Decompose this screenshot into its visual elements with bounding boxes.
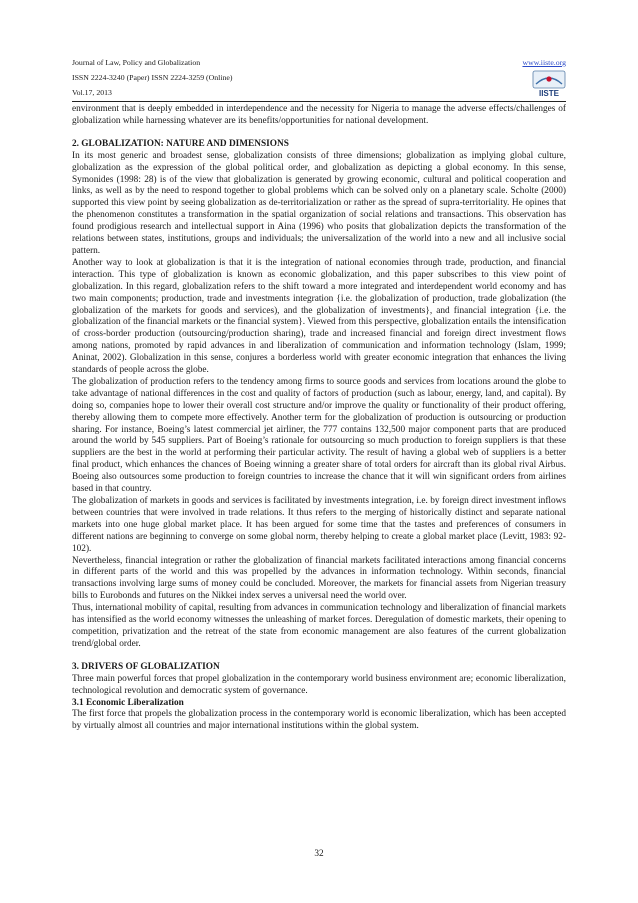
body-paragraph: The globalization of markets in goods and services is facilitated by investments integration, i.e. by foreign direct investment inflows between countries that were involved in trade relations. It thus refers to the merging of historically distinct and separate national markets into one huge global market place. It has been argued for some time that the tastes and preferences of consumers in different nations are beginning to converge on some global norm, thereby helping to create a global market place (Levitt, 1983: 92- 102).: [72, 496, 566, 554]
journal-issn: ISSN 2224-3240 (Paper) ISSN 2224-3259 (Online): [72, 73, 233, 82]
journal-title: Journal of Law, Policy and Globalization: [72, 58, 201, 67]
body-paragraph: Three main powerful forces that propel globalization in the contemporary world business environment are; economic liberalization, technological revolution and democratic system of governance.: [72, 673, 566, 696]
svg-text:IISTE: IISTE: [538, 89, 560, 98]
body-paragraph: In its most generic and broadest sense, globalization consists of three dimensions; globalization as implying global culture, globalization as the expression of the global political order, and globalization as depicting a global economy. In this sense, Symonides (1998: 28) is of the view that globalization is generated by growing economic, cultural and political cooperation and links, as well as by the need to respond together to global problems which can be solved only on a planetary scale. Scholte (2000) supported this view point by seeing globalization as de-territorialization or rather as the spread of supra-territoriality. He opines that the phenomenon constitutes a transformation in the spatial organization of social relations and transactions. This observation has found prodigious research and intellectual support in Aina (1996) who posits that globalization depicts the transformation of the relations between states, institutions, groups and individuals; the universalization of the world into a new and all inclusive social pattern.: [72, 150, 566, 256]
iiste-logo: [532, 70, 566, 98]
body-paragraph: The first force that propels the globalization process in the contemporary world is economic liberalization, which has been accepted by virtually almost all countries and major international institutions within the global system.: [72, 709, 566, 732]
intro-paragraph: environment that is deeply embedded in interdependence and the necessity for Nigeria to manage the adverse effects/challenges of globalization while harnessing whatever are its benefits/opportunities for national development.: [72, 104, 566, 126]
page-number: 32: [314, 849, 324, 859]
subsection-3-1-heading: 3.1 Economic Liberalization: [72, 697, 184, 708]
journal-url-link[interactable]: www.iiste.org: [522, 58, 566, 67]
journal-volume: Vol.17, 2013: [72, 88, 112, 97]
body-paragraph: Thus, international mobility of capital, resulting from advances in communication technology and liberalization of financial markets has intensified as the world economy witnesses the unleashing of market forces. Deregulation of domestic markets, their opening to competition, privatization and the retreat of the state from economic management are also features of the current globalization trend/global order.: [72, 603, 566, 649]
body-paragraph: The globalization of production refers to the tendency among firms to source goods and services from locations around the globe to take advantage of national differences in the cost and quality of factors of production (such as labour, energy, land, and capital). By doing so, companies hope to lower their overall cost structure and/or improve the quality or functionality of their product offering, thereby allowing them to compete more effectively. Another term for the globalization of production is outsourcing or production sharing. For instance, Boeing’s latest commercial jet airliner, the 777 contains 132,500 major component parts that are produced around the world by 545 suppliers. Part of Boeing’s rationale for outsourcing so much production to foreign suppliers is that these suppliers are the best in the world at performing their particular activity. The result of having a global web of suppliers is a better final product, which enhances the chances of Boeing winning a greater share of total orders for aircraft than its global rival Airbus. Boeing also outsources some production to foreign countries to increase the chance that it will win significant orders from airlines based in that country.: [72, 376, 566, 495]
article-body: [72, 104, 566, 733]
section-3-heading: 3. DRIVERS OF GLOBALIZATION: [72, 661, 220, 672]
header-divider: [72, 101, 566, 102]
section-2-heading: 2. GLOBALIZATION: NATURE AND DIMENSIONS: [72, 138, 289, 149]
body-paragraph: Nevertheless, financial integration or rather the globalization of financial markets facilitated interactions among financial concerns in different parts of the world and this was propelled by the advances in information technology. Within seconds, financial transactions involving large sums of money could be concluded. Moreover, the markets for financial assets from Nigerian treasury bills to Eurobonds and futures on the Nikkei index serves a universal need the world over.: [72, 555, 566, 602]
body-paragraph: Another way to look at globalization is that it is the integration of national economies through trade, production, and financial interaction. This type of globalization is known as economic globalization, and this paper subscribes to this view point of globalization. In this regard, globalization refers to the shift toward a more integrated and interdependent world economy and has two main components; production, trade and investments integration {i.e. the globalization of production, trade globalization (the globalization of the markets for goods and services), and the globalization of investments}, and financial integration {i.e. the globalization of the financial markets or the financial system}. Viewed from this perspective, globalization entails the intensification of cross-border production (outsourcing/production sharing), trade and increased financial and foreign direct investment flows among nations, promoted by rapid advances in and liberalization of communication and information technology (Islam, 1999; Aninat, 2002). Globalization in this sense, conjures a borderless world with greater economic integration that enhances the living standards of people across the globe.: [72, 257, 566, 376]
journal-header: [72, 55, 566, 100]
